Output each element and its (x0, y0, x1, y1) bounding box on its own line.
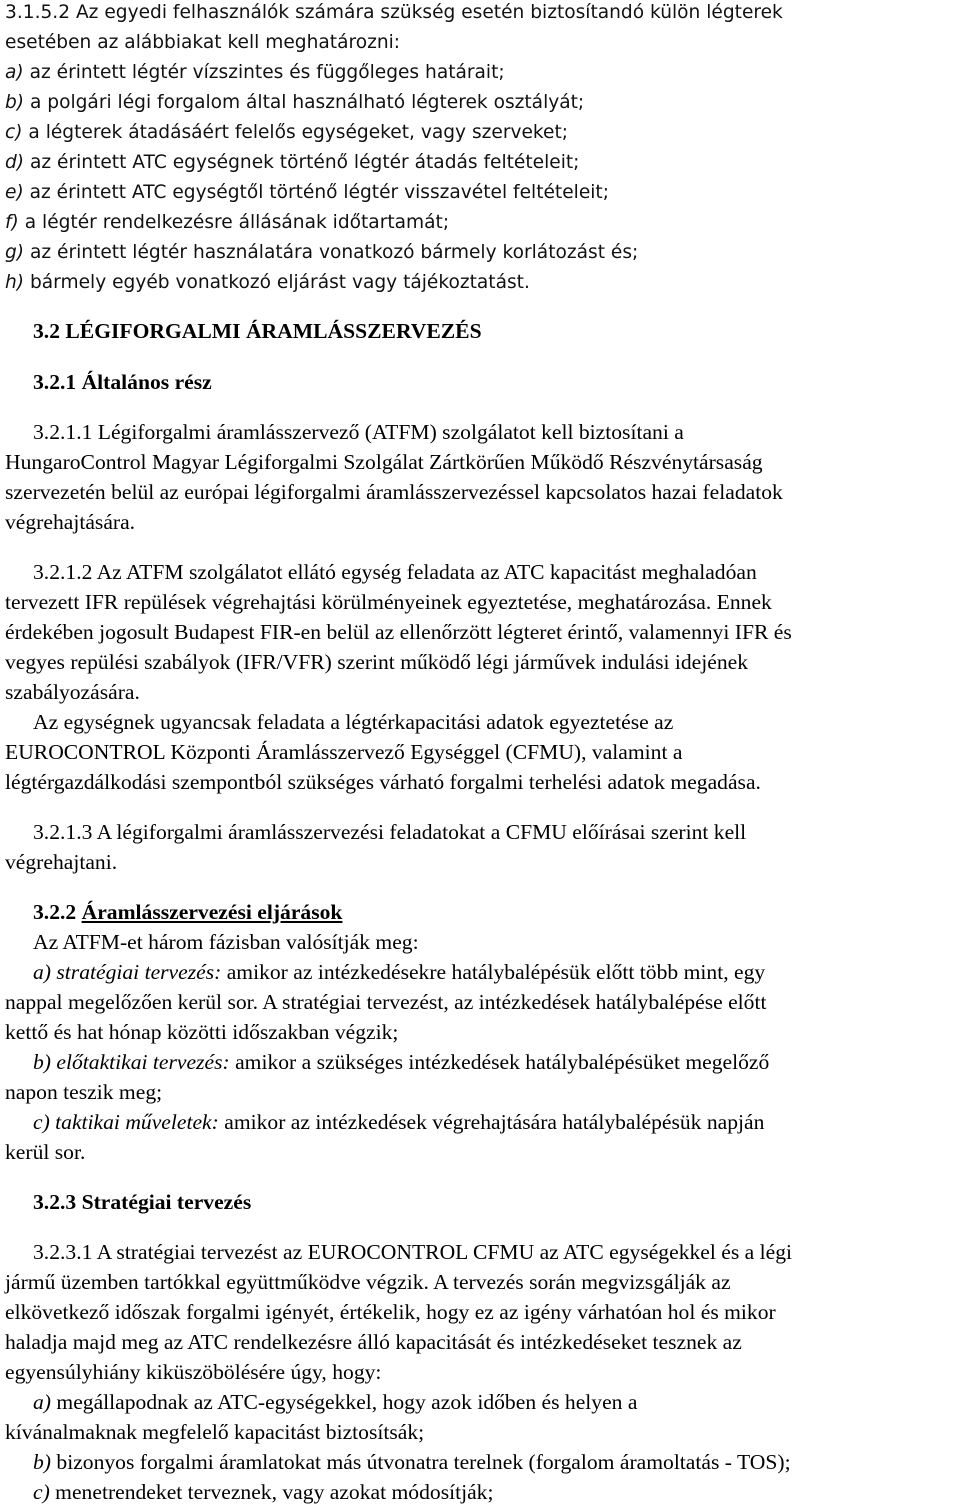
phase-a-label: a) stratégiai tervezés: (33, 960, 222, 984)
measure-c-line (33, 1477, 493, 1507)
paragraph-3211-line: szervezetén belül az európai légiforgalmi áramlásszervezéssel kapcsolatos hazai feladatok (5, 480, 783, 504)
item-text: bármely egyéb vonatkozó eljárást vagy tájékoztatást. (24, 272, 530, 293)
heading-3-2-2 (33, 897, 342, 927)
heading-number: 3.2.2 (33, 900, 82, 924)
paragraph-3211-line: 3.2.1.1 Légiforgalmi áramlásszervező (ATFM) szolgálatot kell biztosítani a (33, 420, 684, 444)
list-item-d (5, 148, 579, 178)
paragraph-3211-line: végrehajtására. (5, 510, 136, 534)
measure-b-label: b) (33, 1450, 51, 1474)
item-text: az érintett légtér használatára vonatkozó bármely korlátozást és; (24, 242, 639, 263)
heading-3-2-1: 3.2.1 Általános rész (33, 370, 212, 394)
list-item-f (5, 208, 449, 238)
paragraph-3231-line: haladja majd meg az ATC rendelkezésre álló kapacitását és intézkedéseket tesznek az (5, 1330, 742, 1354)
paragraph-3212-line: érdekében jogosult Budapest FIR-en belül az ellenőrzött légteret érintő, valamennyi IFR és (5, 620, 792, 644)
phase-a-line (33, 957, 765, 987)
paragraph-3211-line: HungaroControl Magyar Légiforgalmi Szolgálat Zártkörűen Működő Részvénytársaság (5, 450, 763, 474)
paragraph-3213-line: 3.2.1.3 A légiforgalmi áramlásszervezési feladatokat a CFMU előírásai szerint kell (33, 820, 747, 844)
phase-c-line: kerül sor. (5, 1140, 86, 1164)
phase-a-line: nappal megelőzően kerül sor. A stratégiai tervezést, az intézkedések hatálybalépése előtt (5, 990, 767, 1014)
paragraph-3231-line: egyensúlyhiány kiküszöbölésére úgy, hogy: (5, 1360, 382, 1384)
phase-c-text: amikor az intézkedések végrehajtására hatálybalépésük napján (218, 1110, 765, 1134)
item-label: g) (5, 242, 25, 263)
item-label: e) (5, 182, 24, 203)
item-label: h) (5, 272, 25, 293)
heading-3-2: 3.2 LÉGIFORGALMI ÁRAMLÁSSZERVEZÉS (33, 319, 482, 343)
paragraph-3212-line: 3.2.1.2 Az ATFM szolgálatot ellátó egység feladata az ATC kapacitást meghaladóan (33, 560, 757, 584)
paragraph-3152-line: 3.1.5.2 Az egyedi felhasználók számára szükség esetén biztosítandó külön légterek (5, 2, 783, 23)
measure-c-label: c) (33, 1480, 50, 1504)
item-text: a légterek átadásáért felelős egységeket, vagy szerveket; (22, 122, 569, 143)
item-text: az érintett ATC egységnek történő légtér átadás feltételeit; (24, 152, 580, 173)
phase-b-label: b) előtaktikai tervezés: (33, 1050, 230, 1074)
item-label: f) (5, 212, 19, 233)
item-text: a légtér rendelkezésre állásának időtartamát; (18, 212, 450, 233)
phase-a-text: amikor az intézkedésekre hatálybalépésük előtt több mint, egy (221, 960, 766, 984)
list-item-h (5, 268, 530, 298)
paragraph-3231-line: jármű üzemben tartókkal együttműködve végzik. A tervezés során megvizsgálják az (5, 1270, 731, 1294)
phase-c-label: c) taktikai műveletek: (33, 1110, 219, 1134)
paragraph-3212-line: légtérgazdálkodási szempontból szükséges várható forgalmi terhelési adatok megadása. (5, 770, 761, 794)
paragraph-3213-line: végrehajtani. (5, 850, 118, 874)
phase-b-text: amikor a szükséges intézkedések hatálybalépésüket megelőző (229, 1050, 770, 1074)
paragraph-3231-line: elkövetkező időszak forgalmi igényét, értékelik, hogy ez az igény várhatóan hol és mikor (5, 1300, 776, 1324)
paragraph-3212-line: szabályozására. (5, 680, 140, 704)
paragraph-3231-line: 3.2.3.1 A stratégiai tervezést az EUROCONTROL CFMU az ATC egységekkel és a légi (33, 1240, 793, 1264)
item-text: a polgári légi forgalom által használható légterek osztályát; (24, 92, 585, 113)
phase-a-line: kettő és hat hónap közötti időszakban végzik; (5, 1020, 399, 1044)
list-item-e (5, 178, 609, 208)
measure-a-line (33, 1387, 637, 1417)
paragraph-3152-line: esetében az alábbiakat kell meghatározni: (5, 32, 401, 53)
measure-b-line (33, 1447, 791, 1477)
item-label: d) (5, 152, 25, 173)
measure-a-line: kívánalmaknak megfelelő kapacitást biztosítsák; (5, 1420, 425, 1444)
item-label: c) (5, 122, 23, 143)
list-item-a (5, 58, 505, 88)
heading-title: Áramlásszervezési eljárások (81, 900, 343, 924)
measure-a-text: megállapodnak az ATC-egységekkel, hogy azok időben és helyen a (51, 1390, 638, 1414)
list-item-g (5, 238, 638, 268)
phase-b-line: napon teszik meg; (5, 1080, 163, 1104)
paragraph-3212-line: vegyes repülési szabályok (IFR/VFR) szerint működő légi járművek indulási idejének (5, 650, 749, 674)
paragraph-3212-line: tervezett IFR repülések végrehajtási körülményeinek egyeztetése, meghatározása. Ennek (5, 590, 772, 614)
paragraph-3212-line: EUROCONTROL Központi Áramlásszervező Egységgel (CFMU), valamint a (5, 740, 683, 764)
paragraph-3212-line: Az egységnek ugyancsak feladata a légtérkapacitási adatok egyeztetése az (33, 710, 674, 734)
item-label: b) (5, 92, 25, 113)
item-text: az érintett légtér vízszintes és függőleges határait; (23, 62, 505, 83)
phase-c-line (33, 1107, 764, 1137)
list-item-c (5, 118, 568, 148)
measure-b-text: bizonyos forgalmi áramlatokat más útvonatra terelnek (forgalom áramoltatás - TOS); (51, 1450, 791, 1474)
item-text: az érintett ATC egységtől történő légtér visszavétel feltételeit; (23, 182, 609, 203)
phase-b-line (33, 1047, 769, 1077)
measure-a-label: a) (33, 1390, 51, 1414)
item-label: a) (5, 62, 24, 83)
measure-c-text: menetrendeket terveznek, vagy azokat módosítják; (49, 1480, 494, 1504)
paragraph-322-intro: Az ATFM-et három fázisban valósítják meg: (33, 930, 419, 954)
list-item-b (5, 88, 584, 118)
heading-3-2-3: 3.2.3 Stratégiai tervezés (33, 1190, 252, 1214)
